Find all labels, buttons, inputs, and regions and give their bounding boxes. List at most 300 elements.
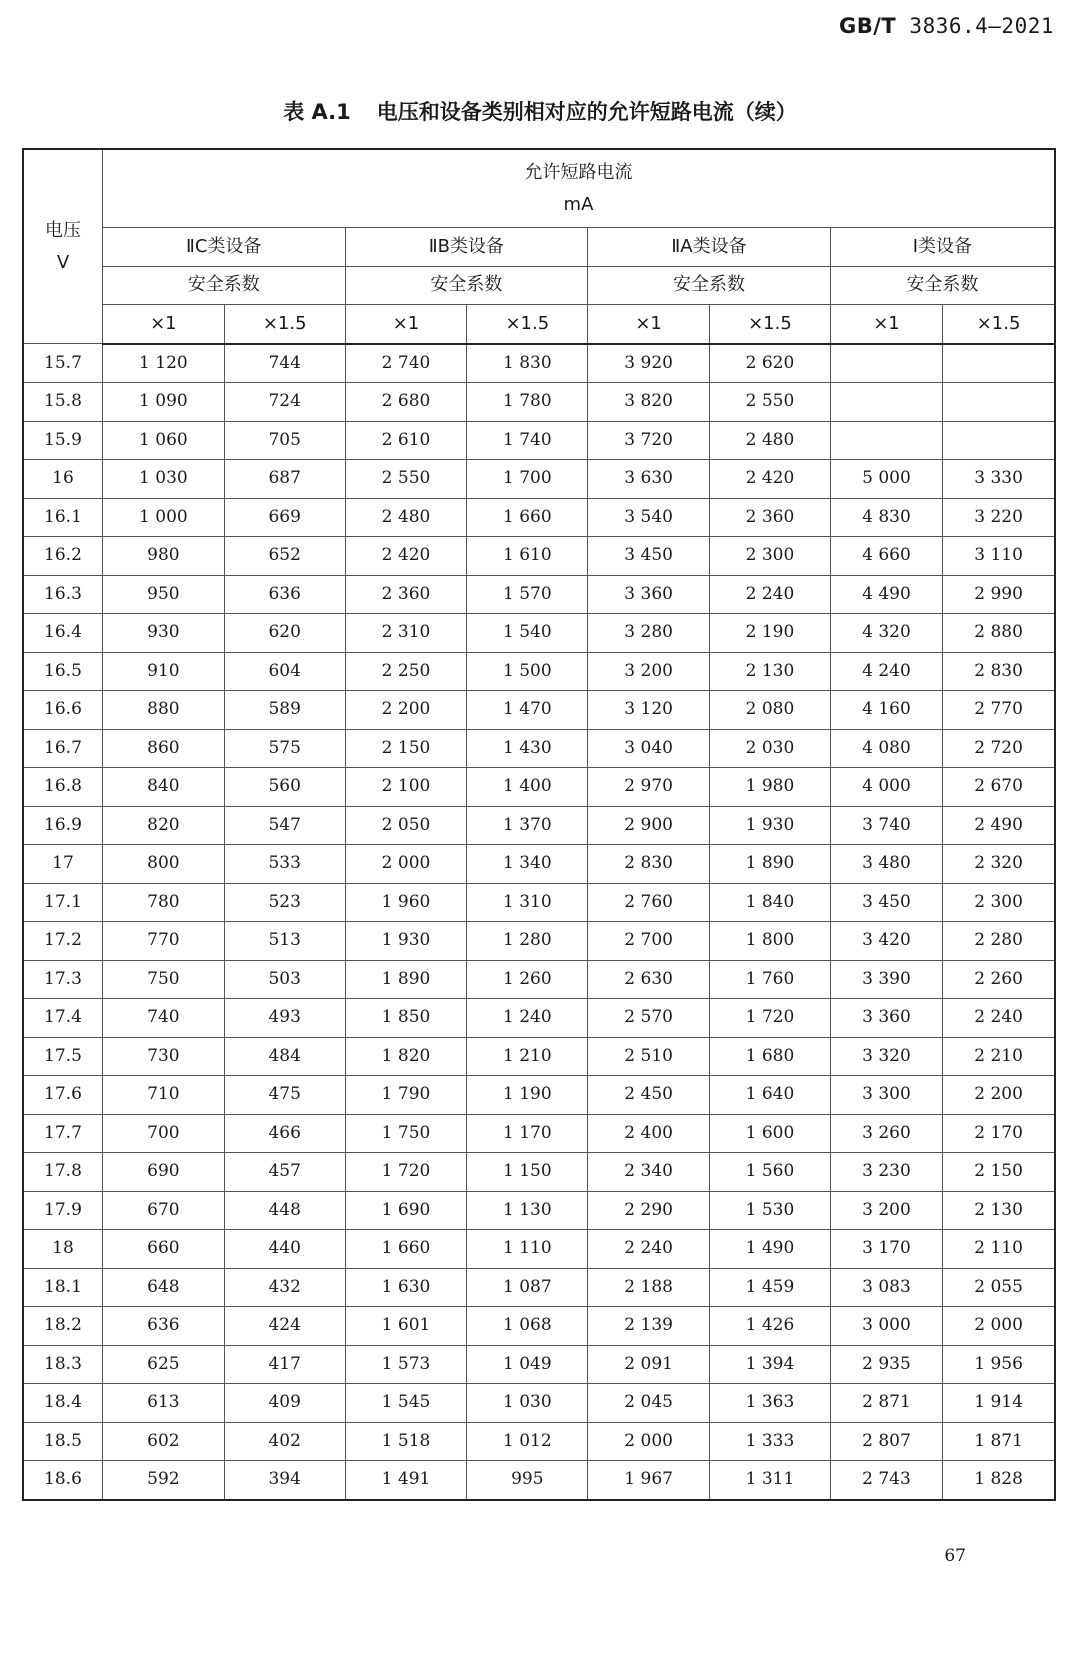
current-cell: 3 740 bbox=[830, 806, 942, 845]
current-cell: 687 bbox=[224, 460, 345, 499]
current-cell: 3 390 bbox=[830, 960, 942, 999]
current-cell: 3 330 bbox=[943, 460, 1055, 499]
current-cell: 484 bbox=[224, 1037, 345, 1076]
current-cell: 652 bbox=[224, 537, 345, 576]
current-cell: 3 120 bbox=[588, 691, 710, 730]
current-cell: 1 750 bbox=[345, 1114, 467, 1153]
current-cell: 1 370 bbox=[467, 806, 588, 845]
current-cell: 980 bbox=[102, 537, 224, 576]
current-cell: 1 210 bbox=[467, 1037, 588, 1076]
voltage-cell: 15.9 bbox=[23, 421, 102, 460]
header-row-current bbox=[23, 149, 1055, 228]
current-cell: 3 200 bbox=[588, 652, 710, 691]
current-cell: 613 bbox=[102, 1384, 224, 1423]
current-cell: 1 491 bbox=[345, 1461, 467, 1500]
group-iib-header: ⅡB类设备 bbox=[345, 228, 588, 267]
current-cell: 424 bbox=[224, 1307, 345, 1346]
current-cell: 2 510 bbox=[588, 1037, 710, 1076]
table-row bbox=[23, 344, 1055, 383]
current-cell: 2 480 bbox=[710, 421, 831, 460]
current-cell: 1 840 bbox=[710, 883, 831, 922]
current-cell bbox=[943, 421, 1055, 460]
current-cell: 1 890 bbox=[345, 960, 467, 999]
current-cell: 448 bbox=[224, 1191, 345, 1230]
current-cell: 3 320 bbox=[830, 1037, 942, 1076]
current-cell: 2 610 bbox=[345, 421, 467, 460]
current-cell: 5 000 bbox=[830, 460, 942, 499]
current-cell: 1 828 bbox=[943, 1461, 1055, 1500]
voltage-cell: 18.6 bbox=[23, 1461, 102, 1500]
current-cell: 432 bbox=[224, 1268, 345, 1307]
standard-number: 3836.4—2021 bbox=[909, 14, 1054, 38]
current-cell: 910 bbox=[102, 652, 224, 691]
table-row bbox=[23, 1345, 1055, 1384]
current-cell: 2 700 bbox=[588, 922, 710, 961]
factor-x1.5-header: ×1.5 bbox=[224, 305, 345, 344]
voltage-cell: 15.8 bbox=[23, 383, 102, 422]
current-cell: 2 170 bbox=[943, 1114, 1055, 1153]
current-cell: 2 080 bbox=[710, 691, 831, 730]
current-cell bbox=[830, 421, 942, 460]
current-cell: 1 030 bbox=[102, 460, 224, 499]
current-cell: 2 550 bbox=[710, 383, 831, 422]
current-cell: 602 bbox=[102, 1422, 224, 1461]
current-cell bbox=[830, 383, 942, 422]
current-cell: 2 670 bbox=[943, 768, 1055, 807]
safety-factor-header: 安全系数 bbox=[830, 266, 1055, 305]
current-cell: 4 080 bbox=[830, 729, 942, 768]
current-cell: 2 360 bbox=[710, 498, 831, 537]
current-cell: 2 970 bbox=[588, 768, 710, 807]
current-cell: 1 871 bbox=[943, 1422, 1055, 1461]
table-number: 表 A.1 bbox=[283, 100, 351, 124]
table-row bbox=[23, 1461, 1055, 1500]
current-cell: 636 bbox=[102, 1307, 224, 1346]
current-cell: 1 459 bbox=[710, 1268, 831, 1307]
table-row bbox=[23, 421, 1055, 460]
factor-x1.5-header: ×1.5 bbox=[467, 305, 588, 344]
current-cell: 1 090 bbox=[102, 383, 224, 422]
current-cell: 1 068 bbox=[467, 1307, 588, 1346]
factor-x1.5-header: ×1.5 bbox=[710, 305, 831, 344]
current-cell: 523 bbox=[224, 883, 345, 922]
table-caption bbox=[0, 96, 1080, 126]
current-cell: 560 bbox=[224, 768, 345, 807]
current-cell: 2 188 bbox=[588, 1268, 710, 1307]
voltage-cell: 16.7 bbox=[23, 729, 102, 768]
voltage-cell: 17.8 bbox=[23, 1153, 102, 1192]
table-row bbox=[23, 999, 1055, 1038]
voltage-cell: 17.6 bbox=[23, 1076, 102, 1115]
table-row bbox=[23, 729, 1055, 768]
voltage-cell: 17.2 bbox=[23, 922, 102, 961]
table-row bbox=[23, 498, 1055, 537]
table-row bbox=[23, 1037, 1055, 1076]
current-cell: 820 bbox=[102, 806, 224, 845]
factor-x1-header: ×1 bbox=[102, 305, 224, 344]
table-row bbox=[23, 1076, 1055, 1115]
current-cell: 3 820 bbox=[588, 383, 710, 422]
current-cell: 1 518 bbox=[345, 1422, 467, 1461]
current-cell: 1 060 bbox=[102, 421, 224, 460]
current-cell: 670 bbox=[102, 1191, 224, 1230]
table-row bbox=[23, 883, 1055, 922]
current-cell: 3 630 bbox=[588, 460, 710, 499]
table-row bbox=[23, 460, 1055, 499]
current-cell: 2 340 bbox=[588, 1153, 710, 1192]
current-cell: 3 920 bbox=[588, 344, 710, 383]
current-cell: 1 130 bbox=[467, 1191, 588, 1230]
current-cell: 2 300 bbox=[943, 883, 1055, 922]
current-cell: 1 570 bbox=[467, 575, 588, 614]
table-row bbox=[23, 691, 1055, 730]
current-cell: 1 914 bbox=[943, 1384, 1055, 1423]
current-cell: 575 bbox=[224, 729, 345, 768]
standard-prefix: GB/T bbox=[839, 14, 897, 38]
current-cell: 1 430 bbox=[467, 729, 588, 768]
current-cell: 2 420 bbox=[710, 460, 831, 499]
current-cell: 1 640 bbox=[710, 1076, 831, 1115]
safety-factor-header: 安全系数 bbox=[102, 266, 345, 305]
current-cell: 1 012 bbox=[467, 1422, 588, 1461]
table-row bbox=[23, 768, 1055, 807]
current-cell: 1 930 bbox=[345, 922, 467, 961]
voltage-cell: 18.5 bbox=[23, 1422, 102, 1461]
current-cell: 3 450 bbox=[588, 537, 710, 576]
current-cell: 700 bbox=[102, 1114, 224, 1153]
current-cell: 2 130 bbox=[943, 1191, 1055, 1230]
current-cell: 2 050 bbox=[345, 806, 467, 845]
table-row bbox=[23, 806, 1055, 845]
voltage-cell: 18.1 bbox=[23, 1268, 102, 1307]
current-cell: 2 310 bbox=[345, 614, 467, 653]
current-cell: 2 880 bbox=[943, 614, 1055, 653]
current-cell: 3 360 bbox=[830, 999, 942, 1038]
table-row bbox=[23, 1230, 1055, 1269]
voltage-cell: 17 bbox=[23, 845, 102, 884]
voltage-cell: 17.5 bbox=[23, 1037, 102, 1076]
factor-x1-header: ×1 bbox=[588, 305, 710, 344]
voltage-cell: 17.7 bbox=[23, 1114, 102, 1153]
current-cell: 3 720 bbox=[588, 421, 710, 460]
current-cell: 2 550 bbox=[345, 460, 467, 499]
current-cell: 1 426 bbox=[710, 1307, 831, 1346]
current-cell: 1 120 bbox=[102, 344, 224, 383]
current-cell: 2 280 bbox=[943, 922, 1055, 961]
current-cell: 2 110 bbox=[943, 1230, 1055, 1269]
current-header bbox=[102, 149, 1055, 228]
current-cell: 1 545 bbox=[345, 1384, 467, 1423]
current-cell: 690 bbox=[102, 1153, 224, 1192]
current-cell: 2 900 bbox=[588, 806, 710, 845]
current-cell: 1 601 bbox=[345, 1307, 467, 1346]
current-cell: 744 bbox=[224, 344, 345, 383]
voltage-unit: V bbox=[56, 251, 70, 273]
current-cell: 2 360 bbox=[345, 575, 467, 614]
current-cell: 457 bbox=[224, 1153, 345, 1192]
current-cell: 1 720 bbox=[710, 999, 831, 1038]
table-row bbox=[23, 1191, 1055, 1230]
current-cell: 3 280 bbox=[588, 614, 710, 653]
current-cell: 1 760 bbox=[710, 960, 831, 999]
current-cell: 3 083 bbox=[830, 1268, 942, 1307]
current-cell: 1 830 bbox=[467, 344, 588, 383]
current-cell: 2 130 bbox=[710, 652, 831, 691]
current-cell: 730 bbox=[102, 1037, 224, 1076]
current-cell: 880 bbox=[102, 691, 224, 730]
current-cell: 995 bbox=[467, 1461, 588, 1500]
current-cell: 2 720 bbox=[943, 729, 1055, 768]
current-cell: 4 830 bbox=[830, 498, 942, 537]
current-cell: 3 170 bbox=[830, 1230, 942, 1269]
current-cell: 2 740 bbox=[345, 344, 467, 383]
current-cell: 1 980 bbox=[710, 768, 831, 807]
current-cell: 1 394 bbox=[710, 1345, 831, 1384]
current-cell: 724 bbox=[224, 383, 345, 422]
current-cell: 2 260 bbox=[943, 960, 1055, 999]
current-cell: 1 560 bbox=[710, 1153, 831, 1192]
current-cell: 2 030 bbox=[710, 729, 831, 768]
current-cell: 3 040 bbox=[588, 729, 710, 768]
current-cell: 1 240 bbox=[467, 999, 588, 1038]
current-cell: 2 830 bbox=[943, 652, 1055, 691]
current-cell: 1 850 bbox=[345, 999, 467, 1038]
current-cell: 2 250 bbox=[345, 652, 467, 691]
current-cell: 3 420 bbox=[830, 922, 942, 961]
current-cell: 1 530 bbox=[710, 1191, 831, 1230]
table-row bbox=[23, 922, 1055, 961]
current-cell: 1 280 bbox=[467, 922, 588, 961]
voltage-cell: 18.4 bbox=[23, 1384, 102, 1423]
current-cell: 1 700 bbox=[467, 460, 588, 499]
factor-x1-header: ×1 bbox=[830, 305, 942, 344]
current-cell: 1 260 bbox=[467, 960, 588, 999]
current-cell: 2 935 bbox=[830, 1345, 942, 1384]
current-cell bbox=[830, 344, 942, 383]
current-cell: 1 630 bbox=[345, 1268, 467, 1307]
current-cell: 2 091 bbox=[588, 1345, 710, 1384]
current-cell: 2 290 bbox=[588, 1191, 710, 1230]
current-cell: 533 bbox=[224, 845, 345, 884]
current-cell: 620 bbox=[224, 614, 345, 653]
current-cell: 1 030 bbox=[467, 1384, 588, 1423]
table-header bbox=[23, 149, 1055, 344]
current-cell: 2 770 bbox=[943, 691, 1055, 730]
current-cell: 625 bbox=[102, 1345, 224, 1384]
current-cell: 1 049 bbox=[467, 1345, 588, 1384]
current-label: 允许短路电流 bbox=[524, 162, 633, 183]
current-cell bbox=[943, 383, 1055, 422]
current-cell: 2 150 bbox=[943, 1153, 1055, 1192]
current-cell: 1 110 bbox=[467, 1230, 588, 1269]
current-cell: 402 bbox=[224, 1422, 345, 1461]
current-cell: 2 420 bbox=[345, 537, 467, 576]
current-cell: 780 bbox=[102, 883, 224, 922]
table-row bbox=[23, 1422, 1055, 1461]
current-cell: 2 760 bbox=[588, 883, 710, 922]
current-cell: 1 500 bbox=[467, 652, 588, 691]
header-row-factors bbox=[23, 305, 1055, 344]
short-circuit-current-table bbox=[22, 148, 1056, 1501]
current-cell: 950 bbox=[102, 575, 224, 614]
current-cell: 4 320 bbox=[830, 614, 942, 653]
voltage-label: 电压 bbox=[44, 220, 81, 241]
current-cell: 466 bbox=[224, 1114, 345, 1153]
current-cell: 1 540 bbox=[467, 614, 588, 653]
current-cell: 669 bbox=[224, 498, 345, 537]
current-cell: 1 190 bbox=[467, 1076, 588, 1115]
current-cell: 1 333 bbox=[710, 1422, 831, 1461]
current-cell: 750 bbox=[102, 960, 224, 999]
current-cell: 1 820 bbox=[345, 1037, 467, 1076]
current-cell: 1 800 bbox=[710, 922, 831, 961]
current-cell: 3 110 bbox=[943, 537, 1055, 576]
current-cell: 1 310 bbox=[467, 883, 588, 922]
current-cell: 589 bbox=[224, 691, 345, 730]
voltage-cell: 15.7 bbox=[23, 344, 102, 383]
current-cell: 1 610 bbox=[467, 537, 588, 576]
current-cell: 2 200 bbox=[943, 1076, 1055, 1115]
voltage-cell: 18.3 bbox=[23, 1345, 102, 1384]
table-row bbox=[23, 1153, 1055, 1192]
voltage-cell: 17.4 bbox=[23, 999, 102, 1038]
current-cell: 2 190 bbox=[710, 614, 831, 653]
current-cell: 2 450 bbox=[588, 1076, 710, 1115]
current-cell: 930 bbox=[102, 614, 224, 653]
current-cell: 1 363 bbox=[710, 1384, 831, 1423]
current-cell: 440 bbox=[224, 1230, 345, 1269]
current-cell: 2 210 bbox=[943, 1037, 1055, 1076]
current-cell: 705 bbox=[224, 421, 345, 460]
current-cell: 409 bbox=[224, 1384, 345, 1423]
current-cell: 1 170 bbox=[467, 1114, 588, 1153]
table-row bbox=[23, 1307, 1055, 1346]
table-title: 电压和设备类别相对应的允许短路电流（续） bbox=[376, 100, 797, 124]
current-cell: 1 490 bbox=[710, 1230, 831, 1269]
table-row bbox=[23, 1114, 1055, 1153]
header-row-groups bbox=[23, 228, 1055, 267]
current-cell: 2 240 bbox=[588, 1230, 710, 1269]
current-cell: 3 300 bbox=[830, 1076, 942, 1115]
table-row bbox=[23, 652, 1055, 691]
current-cell: 2 871 bbox=[830, 1384, 942, 1423]
current-cell bbox=[943, 344, 1055, 383]
current-cell: 800 bbox=[102, 845, 224, 884]
current-cell: 1 000 bbox=[102, 498, 224, 537]
current-cell: 394 bbox=[224, 1461, 345, 1500]
current-cell: 1 720 bbox=[345, 1153, 467, 1192]
current-cell: 3 000 bbox=[830, 1307, 942, 1346]
current-cell: 2 630 bbox=[588, 960, 710, 999]
current-cell: 3 260 bbox=[830, 1114, 942, 1153]
table-row bbox=[23, 960, 1055, 999]
table-row bbox=[23, 1268, 1055, 1307]
current-cell: 2 150 bbox=[345, 729, 467, 768]
current-cell: 4 660 bbox=[830, 537, 942, 576]
current-cell: 1 311 bbox=[710, 1461, 831, 1500]
voltage-header bbox=[23, 149, 102, 344]
current-cell: 840 bbox=[102, 768, 224, 807]
header-row-safety bbox=[23, 266, 1055, 305]
voltage-cell: 17.1 bbox=[23, 883, 102, 922]
table-body bbox=[23, 344, 1055, 1500]
current-cell: 2 680 bbox=[345, 383, 467, 422]
current-cell: 604 bbox=[224, 652, 345, 691]
table-row bbox=[23, 383, 1055, 422]
current-cell: 1 790 bbox=[345, 1076, 467, 1115]
current-cell: 1 573 bbox=[345, 1345, 467, 1384]
current-cell: 1 930 bbox=[710, 806, 831, 845]
current-cell: 3 220 bbox=[943, 498, 1055, 537]
factor-x1.5-header: ×1.5 bbox=[943, 305, 1055, 344]
current-cell: 2 807 bbox=[830, 1422, 942, 1461]
current-cell: 417 bbox=[224, 1345, 345, 1384]
current-cell: 1 150 bbox=[467, 1153, 588, 1192]
current-cell: 2 830 bbox=[588, 845, 710, 884]
current-cell: 648 bbox=[102, 1268, 224, 1307]
current-cell: 2 990 bbox=[943, 575, 1055, 614]
current-cell: 1 780 bbox=[467, 383, 588, 422]
current-cell: 1 740 bbox=[467, 421, 588, 460]
current-cell: 2 000 bbox=[943, 1307, 1055, 1346]
current-cell: 1 600 bbox=[710, 1114, 831, 1153]
current-cell: 547 bbox=[224, 806, 345, 845]
safety-factor-header: 安全系数 bbox=[588, 266, 831, 305]
current-cell: 1 960 bbox=[345, 883, 467, 922]
current-cell: 770 bbox=[102, 922, 224, 961]
current-cell: 2 139 bbox=[588, 1307, 710, 1346]
voltage-cell: 18 bbox=[23, 1230, 102, 1269]
current-cell: 513 bbox=[224, 922, 345, 961]
voltage-cell: 16.4 bbox=[23, 614, 102, 653]
current-cell: 1 680 bbox=[710, 1037, 831, 1076]
current-cell: 1 660 bbox=[345, 1230, 467, 1269]
current-cell: 2 240 bbox=[710, 575, 831, 614]
voltage-cell: 17.3 bbox=[23, 960, 102, 999]
current-cell: 493 bbox=[224, 999, 345, 1038]
current-cell: 710 bbox=[102, 1076, 224, 1115]
current-cell: 4 000 bbox=[830, 768, 942, 807]
safety-factor-header: 安全系数 bbox=[345, 266, 588, 305]
current-cell: 503 bbox=[224, 960, 345, 999]
table-row bbox=[23, 845, 1055, 884]
voltage-cell: 16.9 bbox=[23, 806, 102, 845]
voltage-cell: 16.8 bbox=[23, 768, 102, 807]
current-cell: 2 620 bbox=[710, 344, 831, 383]
current-cell: 4 490 bbox=[830, 575, 942, 614]
current-cell: 1 967 bbox=[588, 1461, 710, 1500]
current-cell: 1 470 bbox=[467, 691, 588, 730]
current-cell: 3 230 bbox=[830, 1153, 942, 1192]
current-cell: 2 055 bbox=[943, 1268, 1055, 1307]
current-cell: 4 160 bbox=[830, 691, 942, 730]
current-cell: 1 087 bbox=[467, 1268, 588, 1307]
current-cell: 3 480 bbox=[830, 845, 942, 884]
voltage-cell: 16.5 bbox=[23, 652, 102, 691]
voltage-cell: 16.3 bbox=[23, 575, 102, 614]
current-cell: 3 450 bbox=[830, 883, 942, 922]
current-cell: 2 570 bbox=[588, 999, 710, 1038]
voltage-cell: 16.1 bbox=[23, 498, 102, 537]
current-cell: 2 480 bbox=[345, 498, 467, 537]
current-cell: 636 bbox=[224, 575, 345, 614]
current-cell: 1 890 bbox=[710, 845, 831, 884]
current-cell: 1 690 bbox=[345, 1191, 467, 1230]
current-cell: 3 360 bbox=[588, 575, 710, 614]
factor-x1-header: ×1 bbox=[345, 305, 467, 344]
current-cell: 2 045 bbox=[588, 1384, 710, 1423]
voltage-cell: 16.2 bbox=[23, 537, 102, 576]
